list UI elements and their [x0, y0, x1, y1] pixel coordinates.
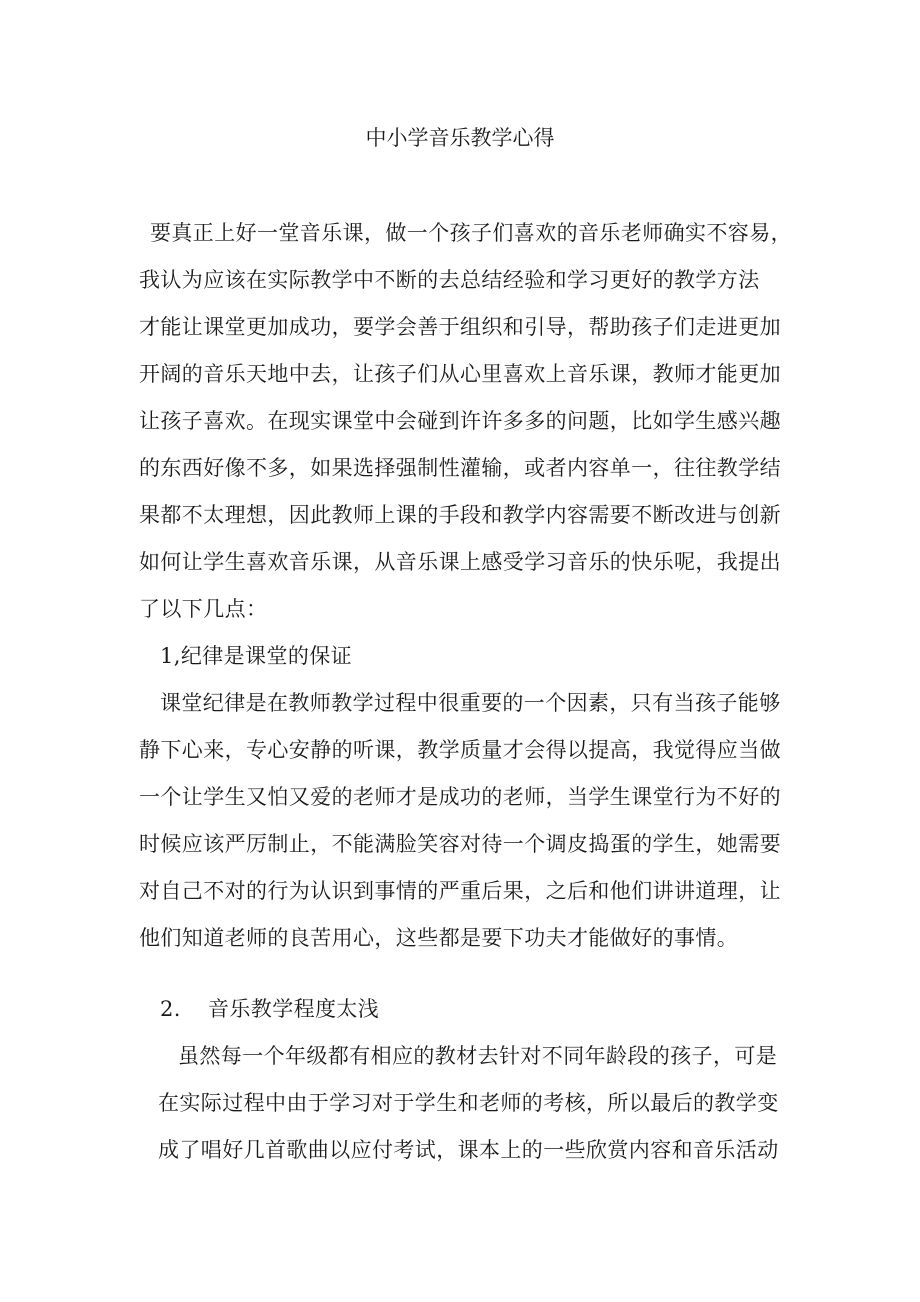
paragraph-line: 虽然每一个年级都有相应的教材去针对不同年龄段的孩子，可是: [178, 1044, 778, 1068]
paragraph-line: 时候应该严厉制止，不能满脸笑容对待一个调皮捣蛋的学生，她需要: [139, 832, 781, 856]
paragraph-line: 的东西好像不多，如果选择强制性灌输，或者内容单一，往往教学结: [139, 456, 781, 480]
paragraph-line: 静下心来，专心安静的听课，教学质量才会得以提高，我觉得应当做: [139, 738, 781, 762]
section-heading-1: [160, 642, 820, 670]
section-heading-text: 音乐教学程度太浅: [208, 997, 380, 1021]
section-heading-text: 纪律是课堂的保证: [180, 644, 353, 668]
paragraph-line: 如何让学生喜欢音乐课，从音乐课上感受学习音乐的快乐呢，我提出: [139, 550, 781, 574]
paragraph-line: 让孩子喜欢。在现实课堂中会碰到许许多多的问题，比如学生感兴趣: [139, 409, 781, 433]
paragraph-line: 在实际过程中由于学习对于学生和老师的考核，所以最后的教学变: [158, 1091, 779, 1115]
paragraph-line: 果都不太理想，因此教师上课的手段和教学内容需要不断改进与创新: [139, 503, 781, 527]
paragraph-line: 才能让课堂更加成功，要学会善于组织和引导，帮助孩子们走进更加: [139, 315, 781, 339]
section-heading-2: [160, 995, 820, 1023]
paragraph-line: 开阔的音乐天地中去，让孩子们从心里喜欢上音乐课，教师才能更加: [139, 362, 781, 386]
section-number: 2.: [160, 997, 181, 1021]
section-number: 1,: [160, 644, 181, 668]
paragraph-line: 课堂纪律是在教师教学过程中很重要的一个因素，只有当孩子能够: [160, 691, 781, 715]
paragraph-line: 对自己不对的行为认识到事情的严重后果，之后和他们讲讲道理，让: [139, 879, 781, 903]
paragraph-line: 成了唱好几首歌曲以应付考试，课本上的一些欣赏内容和音乐活动: [158, 1138, 779, 1162]
page-title: 中小学音乐教学心得: [365, 126, 555, 150]
paragraph-line: 我认为应该在实际教学中不断的去总结经验和学习更好的教学方法: [139, 268, 760, 292]
paragraph-line: 他们知道老师的良苦用心，这些都是要下功夫才能做好的事情。: [139, 926, 739, 950]
paragraph-line: 一个让学生又怕又爱的老师才是成功的老师，当学生课堂行为不好的: [139, 785, 781, 809]
paragraph-line: 要真正上好一堂音乐课，做一个孩子们喜欢的音乐老师确实不容易，: [150, 221, 792, 245]
paragraph-line: 了以下几点：: [139, 597, 268, 621]
